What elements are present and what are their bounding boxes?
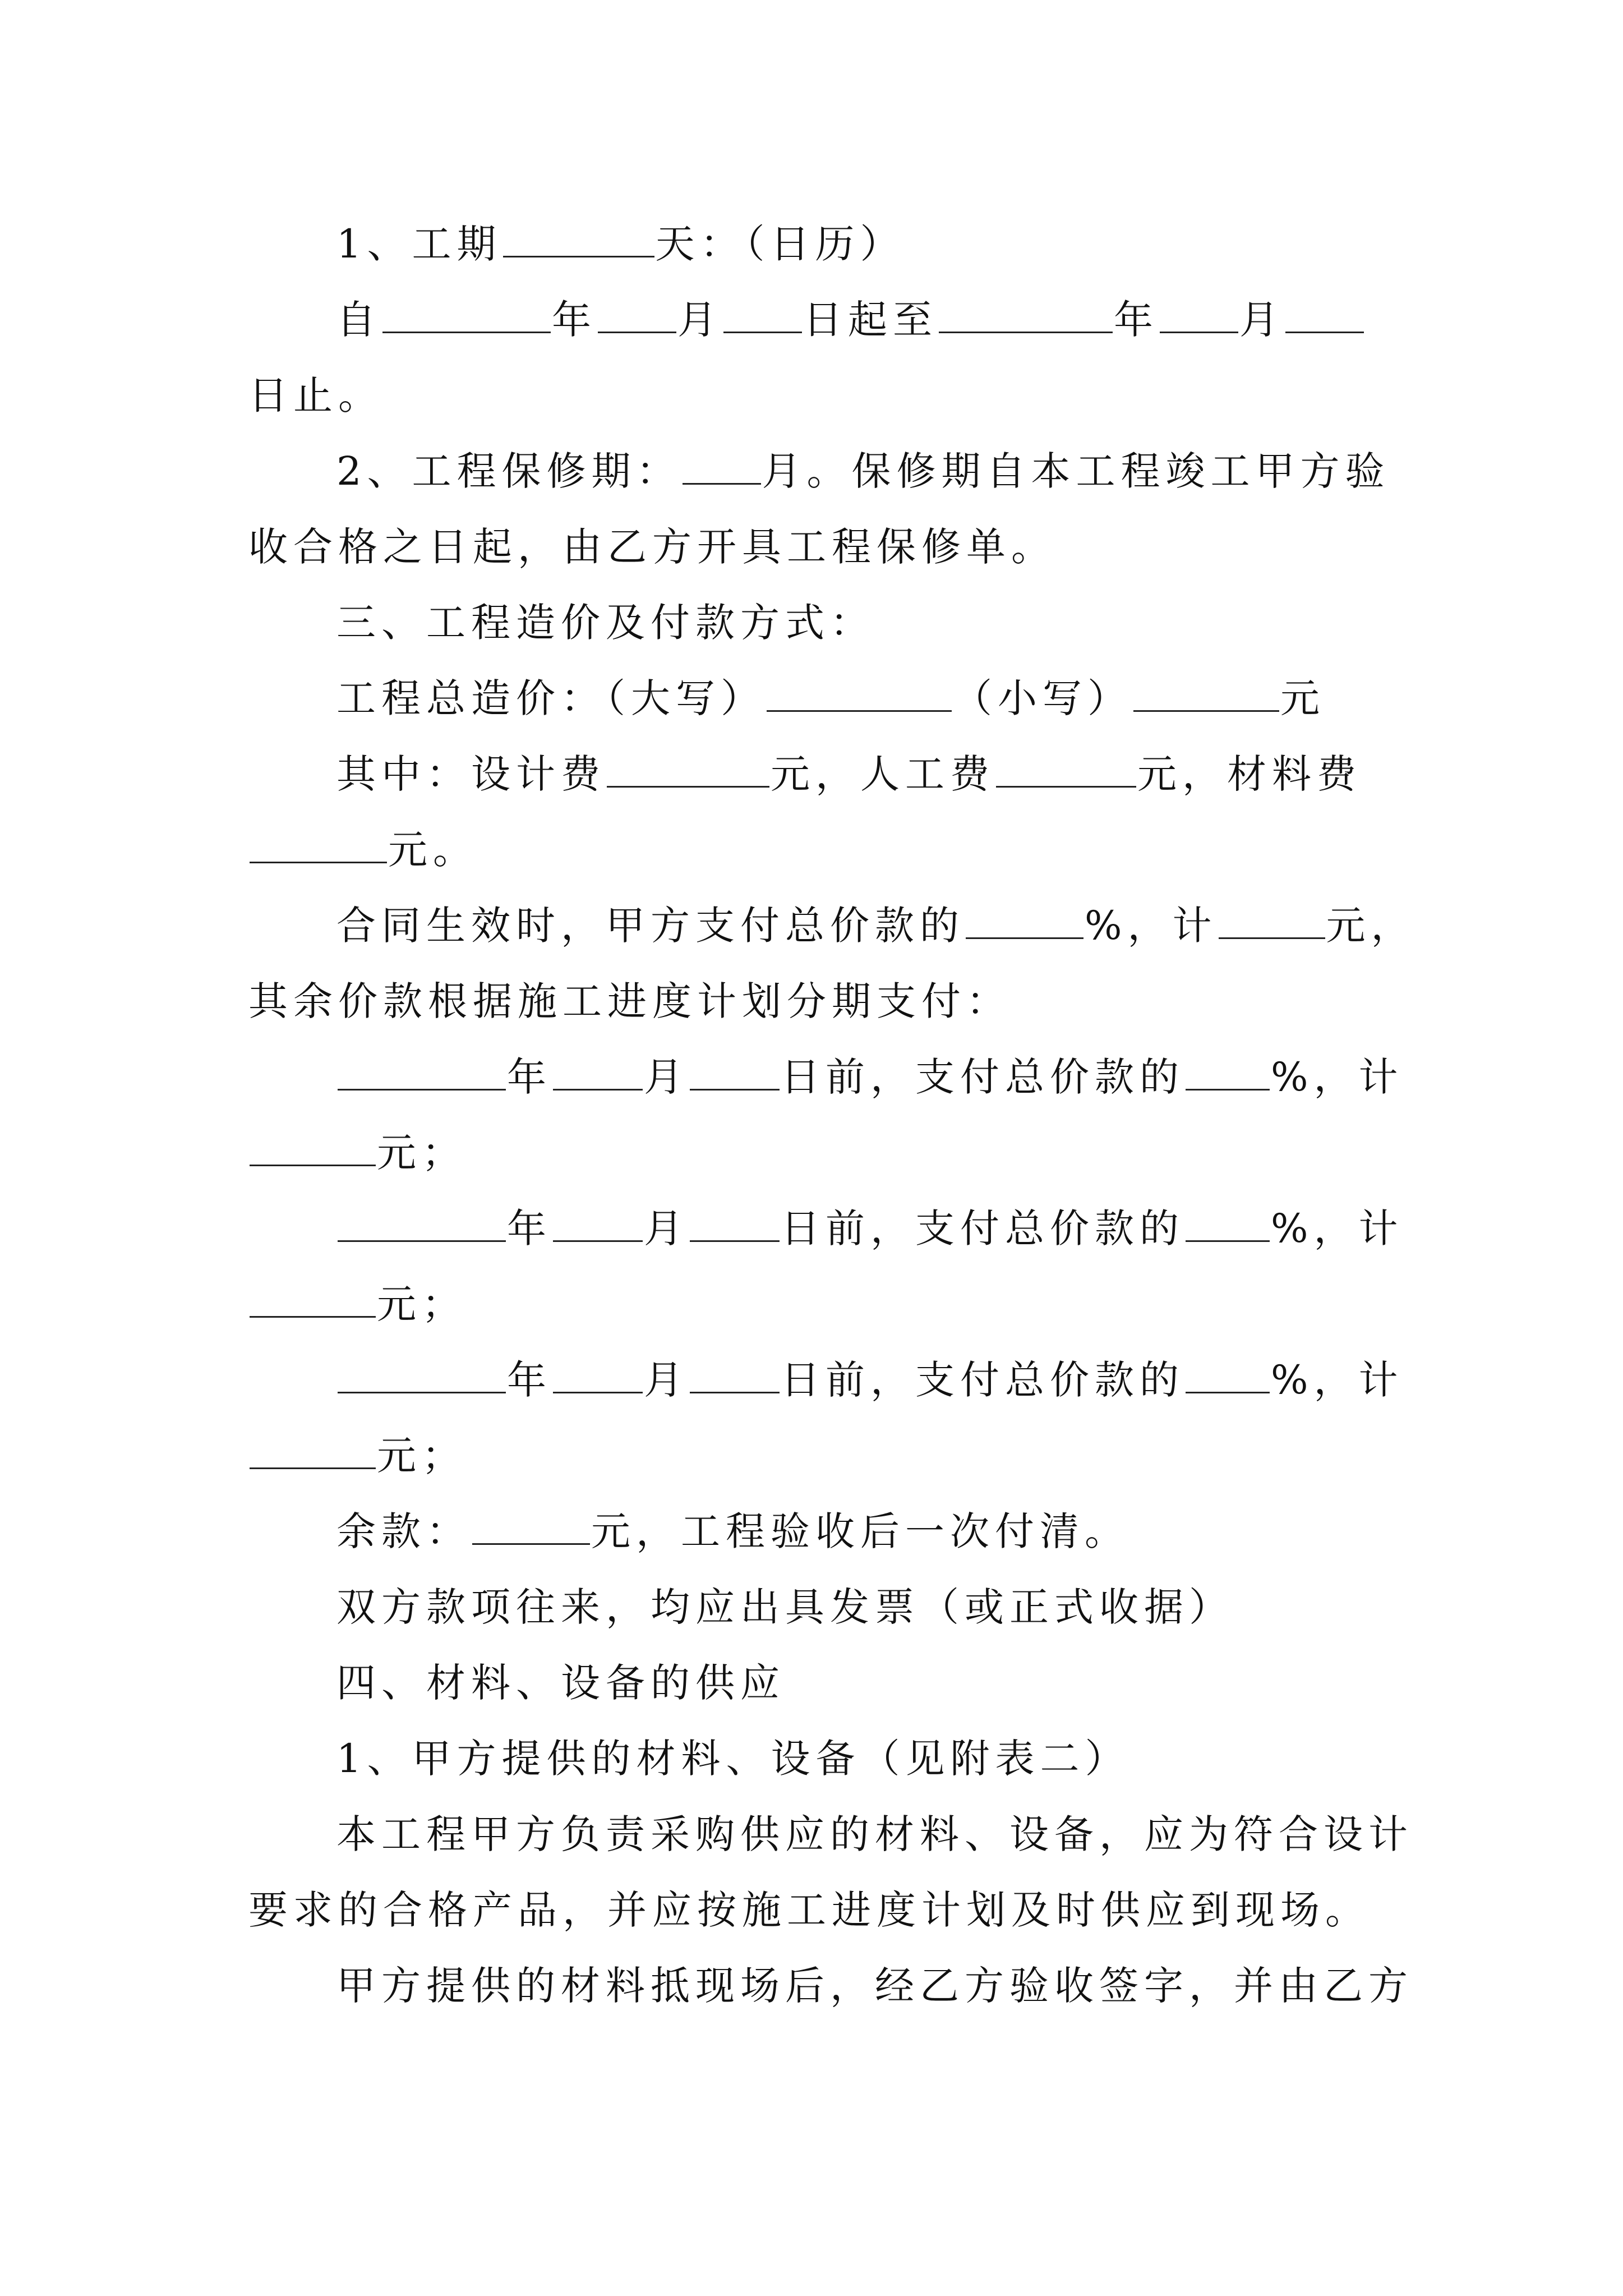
- text: 其中：设计费: [336, 751, 606, 797]
- blank-field[interactable]: [1285, 298, 1364, 333]
- text: 年: [507, 1054, 552, 1100]
- blank-field[interactable]: [1186, 1358, 1270, 1393]
- text: 日前，支付总价款的: [781, 1357, 1184, 1403]
- text: 月: [677, 297, 722, 343]
- text: 元，材料费: [1137, 751, 1362, 797]
- text: 月。保修期自本工程竣工甲方验: [762, 448, 1390, 494]
- text: 元。: [388, 827, 478, 873]
- blank-field[interactable]: [939, 298, 1113, 333]
- blank-field[interactable]: [503, 222, 654, 257]
- paragraph-materials-2: [336, 1809, 1413, 1860]
- text: 日前，支付总价款的: [781, 1205, 1184, 1251]
- text: 收合格之日起，由乙方开具工程保修单。: [248, 524, 1056, 570]
- blank-field[interactable]: [553, 1207, 643, 1242]
- text: 2、工程保修期：: [336, 448, 681, 494]
- text: %，计: [1085, 903, 1218, 949]
- text: 月: [644, 1205, 689, 1251]
- text: 天：（日历）: [655, 221, 905, 267]
- text: 元；: [377, 1130, 467, 1176]
- paragraph-warranty-cont: [248, 522, 1056, 572]
- text: 自: [336, 297, 381, 343]
- text: 其余价款根据施工进度计划分期支付：: [248, 978, 1011, 1024]
- paragraph-installments-intro: [248, 976, 1011, 1027]
- blank-field[interactable]: [1160, 298, 1238, 333]
- text: 要求的合格产品，并应按施工进度计划及时供应到现场。: [248, 1887, 1370, 1933]
- blank-field[interactable]: [250, 1434, 376, 1469]
- blank-field[interactable]: [382, 298, 551, 333]
- blank-field[interactable]: [250, 1282, 376, 1318]
- paragraph-cost-breakdown: [336, 749, 1362, 799]
- text: 1、工期: [336, 221, 502, 267]
- blank-field[interactable]: [553, 1055, 643, 1091]
- text: %，计: [1271, 1205, 1404, 1251]
- text: 元，人工费: [771, 751, 995, 797]
- text: 日止。: [248, 372, 383, 418]
- paragraph-balance: [336, 1506, 1129, 1557]
- text: 年: [1114, 297, 1159, 343]
- blank-field[interactable]: [690, 1055, 780, 1091]
- paragraph-date-end: [248, 370, 383, 421]
- paragraph-materials-1: [336, 1733, 1130, 1784]
- section-heading-price: [336, 597, 875, 648]
- blank-field[interactable]: [966, 904, 1083, 939]
- paragraph-cost-breakdown-cont: [248, 825, 478, 875]
- paragraph-materials-3: [336, 1961, 1413, 2011]
- installment-row-2: [336, 1203, 1404, 1254]
- paragraph-initial-payment: [336, 900, 1416, 951]
- text: 工程总造价：（大写）: [336, 675, 766, 721]
- text: 元；: [377, 1281, 467, 1327]
- blank-field[interactable]: [607, 752, 769, 788]
- blank-field[interactable]: [1133, 677, 1279, 712]
- blank-field[interactable]: [683, 449, 761, 485]
- text: 日起至: [803, 297, 938, 343]
- text: 双方款项往来，均应出具发票（或正式收据）: [336, 1584, 1234, 1630]
- text: 年: [552, 297, 597, 343]
- installment-row-3-cont: [248, 1430, 467, 1481]
- blank-field[interactable]: [1219, 904, 1325, 939]
- blank-field[interactable]: [767, 677, 952, 712]
- blank-field[interactable]: [338, 1207, 506, 1242]
- text: 元，: [1326, 903, 1416, 949]
- blank-field[interactable]: [690, 1358, 780, 1393]
- blank-field[interactable]: [553, 1358, 643, 1393]
- blank-field[interactable]: [338, 1358, 506, 1393]
- paragraph-date-range: [336, 295, 1365, 345]
- text: 日前，支付总价款的: [781, 1054, 1184, 1100]
- section-heading-materials: [336, 1658, 785, 1708]
- paragraph-total-price: [336, 673, 1325, 724]
- blank-field[interactable]: [250, 1131, 376, 1166]
- blank-field[interactable]: [996, 752, 1136, 788]
- text: 甲方提供的材料抵现场后，经乙方验收签字，并由乙方: [336, 1963, 1413, 2009]
- blank-field[interactable]: [1186, 1207, 1270, 1242]
- text: 元: [1280, 675, 1325, 721]
- blank-field[interactable]: [723, 298, 802, 333]
- text: 余款：: [336, 1508, 471, 1554]
- text: 月: [1239, 297, 1284, 343]
- text: 元，工程验收后一次付清。: [591, 1508, 1129, 1554]
- blank-field[interactable]: [1186, 1055, 1270, 1091]
- text: 年: [507, 1357, 552, 1403]
- blank-field[interactable]: [338, 1055, 506, 1091]
- text: 月: [644, 1357, 689, 1403]
- paragraph-invoice: [336, 1582, 1234, 1632]
- text: 本工程甲方负责采购供应的材料、设备，应为符合设计: [336, 1811, 1413, 1857]
- text: 1、甲方提供的材料、设备（见附表二）: [336, 1736, 1130, 1782]
- blank-field[interactable]: [472, 1510, 590, 1545]
- installment-row-1-cont: [248, 1128, 467, 1178]
- text: 年: [507, 1205, 552, 1251]
- installment-row-1: [336, 1052, 1404, 1102]
- blank-field[interactable]: [250, 828, 387, 863]
- paragraph-warranty: [336, 446, 1390, 496]
- text: %，计: [1271, 1054, 1404, 1100]
- text: 三、工程造价及付款方式：: [336, 600, 875, 646]
- installment-row-3: [336, 1355, 1404, 1405]
- blank-field[interactable]: [690, 1207, 780, 1242]
- installment-row-2-cont: [248, 1279, 467, 1329]
- text: %，计: [1271, 1357, 1404, 1403]
- text: 四、材料、设备的供应: [336, 1660, 785, 1706]
- text: 合同生效时，甲方支付总价款的: [336, 903, 965, 949]
- paragraph-materials-2-cont: [248, 1885, 1370, 1935]
- blank-field[interactable]: [598, 298, 676, 333]
- text: （小写）: [953, 675, 1132, 721]
- paragraph-duration: [336, 219, 905, 269]
- text: 元；: [377, 1433, 467, 1479]
- text: 月: [644, 1054, 689, 1100]
